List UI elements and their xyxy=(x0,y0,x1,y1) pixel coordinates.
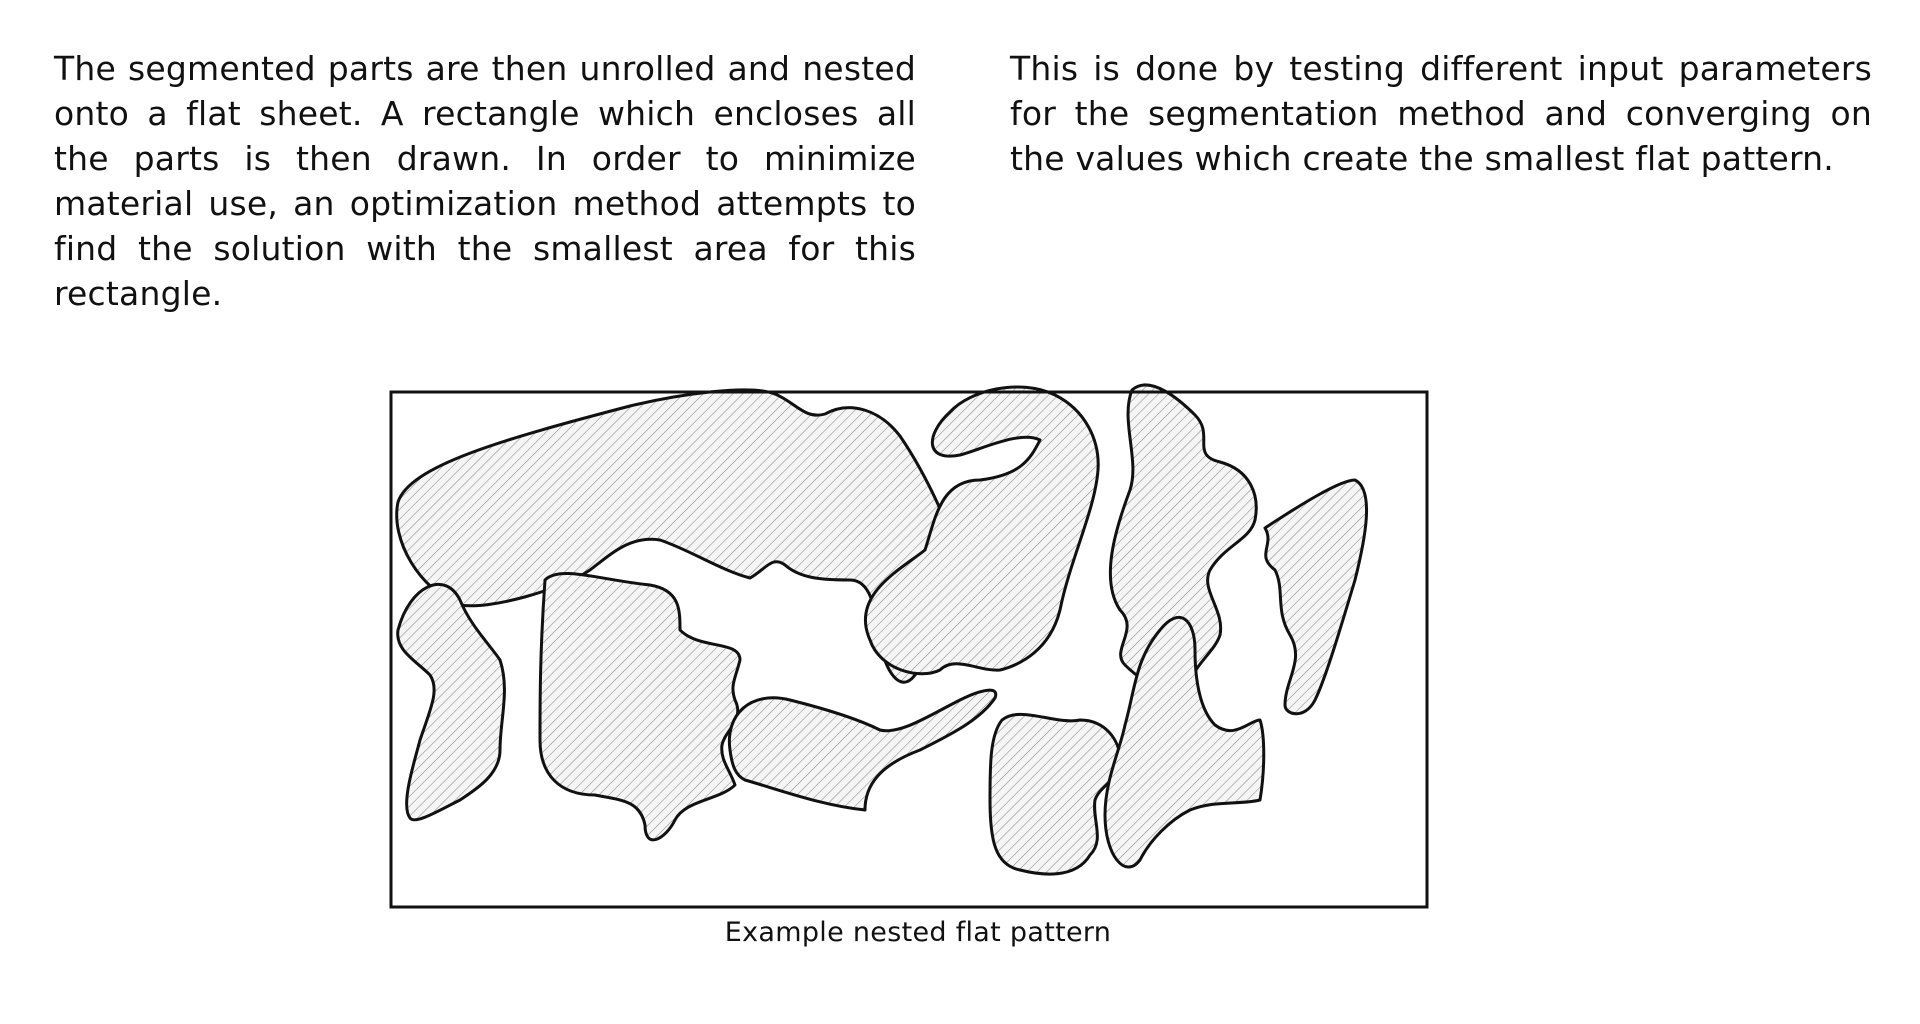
nested-flat-pattern-figure xyxy=(380,380,1420,910)
part-boot xyxy=(729,690,995,810)
figure-caption: Example nested flat pattern xyxy=(724,917,1112,948)
right-column-paragraph: This is done by testing different input parameters for the segmentation method and converging on the values which create the smallest flat pattern. xyxy=(1010,49,1872,178)
part-bottom-center xyxy=(990,714,1120,874)
part-right-wedge xyxy=(1265,480,1367,714)
flat-pattern-illustration xyxy=(380,380,1456,910)
left-column-paragraph: The segmented parts are then unrolled and nested onto a flat sheet. A rectangle which encloses all the parts is then drawn. In order to minimize material use, an optimization method attempts to find the solution with the smallest area for this rectangle. xyxy=(54,49,916,313)
part-center-square xyxy=(540,574,740,840)
part-left-drop xyxy=(398,584,505,819)
